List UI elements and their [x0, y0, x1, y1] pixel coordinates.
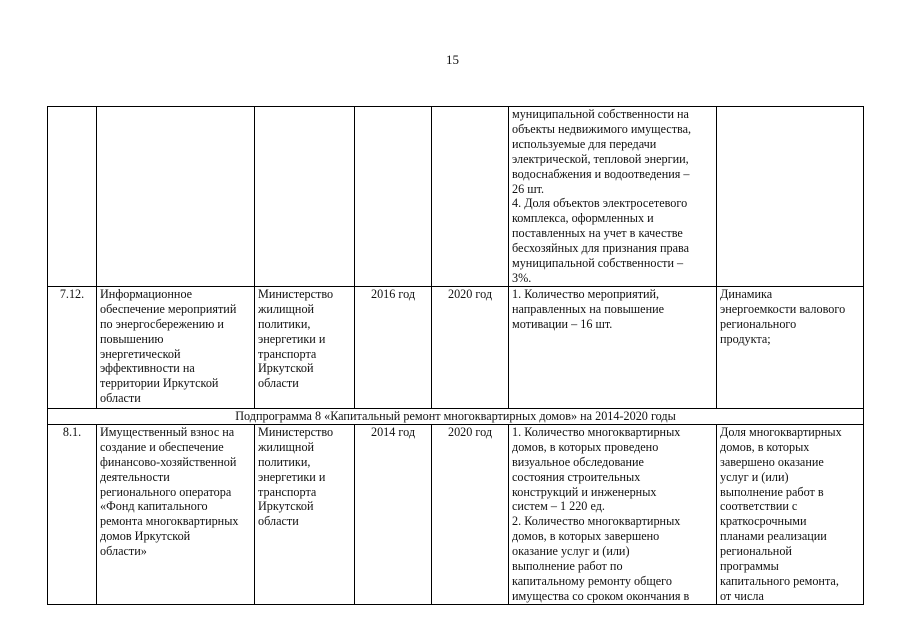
table-row — [48, 107, 864, 287]
end-year: 2020 год — [432, 286, 509, 408]
activity-name: Имущественный взнос на создание и обеспечение финансово-хозяйственной деятельности регионального оператора «Фонд капитального ремонта многоквартирных домов Иркутской области» — [97, 424, 255, 604]
responsible-executor: Министерство жилищной политики, энергетики и транспорта Иркутской области — [255, 424, 355, 604]
start-year: 2016 год — [355, 286, 432, 408]
activity-name — [97, 107, 255, 287]
indicators-cell: муниципальной собственности на объекты недвижимого имущества, используемые для передачи электрической, тепловой энергии, водоснабжения и водоотведения – 26 шт. 4. Доля объектов электросетевого комплекса, оформленных и поставленных на учет в качестве бесхозяйных для признания права муниципальной собственности – 3%. — [509, 107, 717, 287]
row-number: 7.12. — [48, 286, 97, 408]
start-year: 2014 год — [355, 424, 432, 604]
indicators-cell: 1. Количество многоквартирных домов, в которых проведено визуальное обследование состояния строительных конструкций и инженерных систем – 1 220 ед. 2. Количество многоквартирных домов, в которых завершено оказание услуг и (или) выполнение работ по капитальному ремонту общего имущества со сроком окончания в — [509, 424, 717, 604]
subprogram-title: Подпрограмма 8 «Капитальный ремонт многоквартирных домов» на 2014-2020 годы — [48, 408, 864, 424]
target-indicator-cell — [717, 107, 864, 287]
responsible-executor: Министерство жилищной политики, энергетики и транспорта Иркутской области — [255, 286, 355, 408]
row-number — [48, 107, 97, 287]
page-number: 15 — [446, 52, 459, 67]
activity-name: Информационное обеспечение мероприятий по энергосбережению и повышению энергетической эффективности на территории Иркутской области — [97, 286, 255, 408]
indicators-cell: 1. Количество мероприятий, направленных на повышение мотивации – 16 шт. — [509, 286, 717, 408]
target-indicator-cell: Доля многоквартирных домов, в которых завершено оказание услуг и (или) выполнение работ в соответствии с краткосрочными планами реализации региональной программы капитального ремонта, от числа — [717, 424, 864, 604]
target-indicator-cell: Динамика энергоемкости валового регионального продукта; — [717, 286, 864, 408]
start-year — [355, 107, 432, 287]
table-row — [48, 286, 864, 408]
end-year — [432, 107, 509, 287]
table-row — [48, 424, 864, 604]
responsible-executor — [255, 107, 355, 287]
end-year: 2020 год — [432, 424, 509, 604]
subprogram-row — [48, 408, 864, 424]
program-table — [47, 106, 864, 605]
row-number: 8.1. — [48, 424, 97, 604]
